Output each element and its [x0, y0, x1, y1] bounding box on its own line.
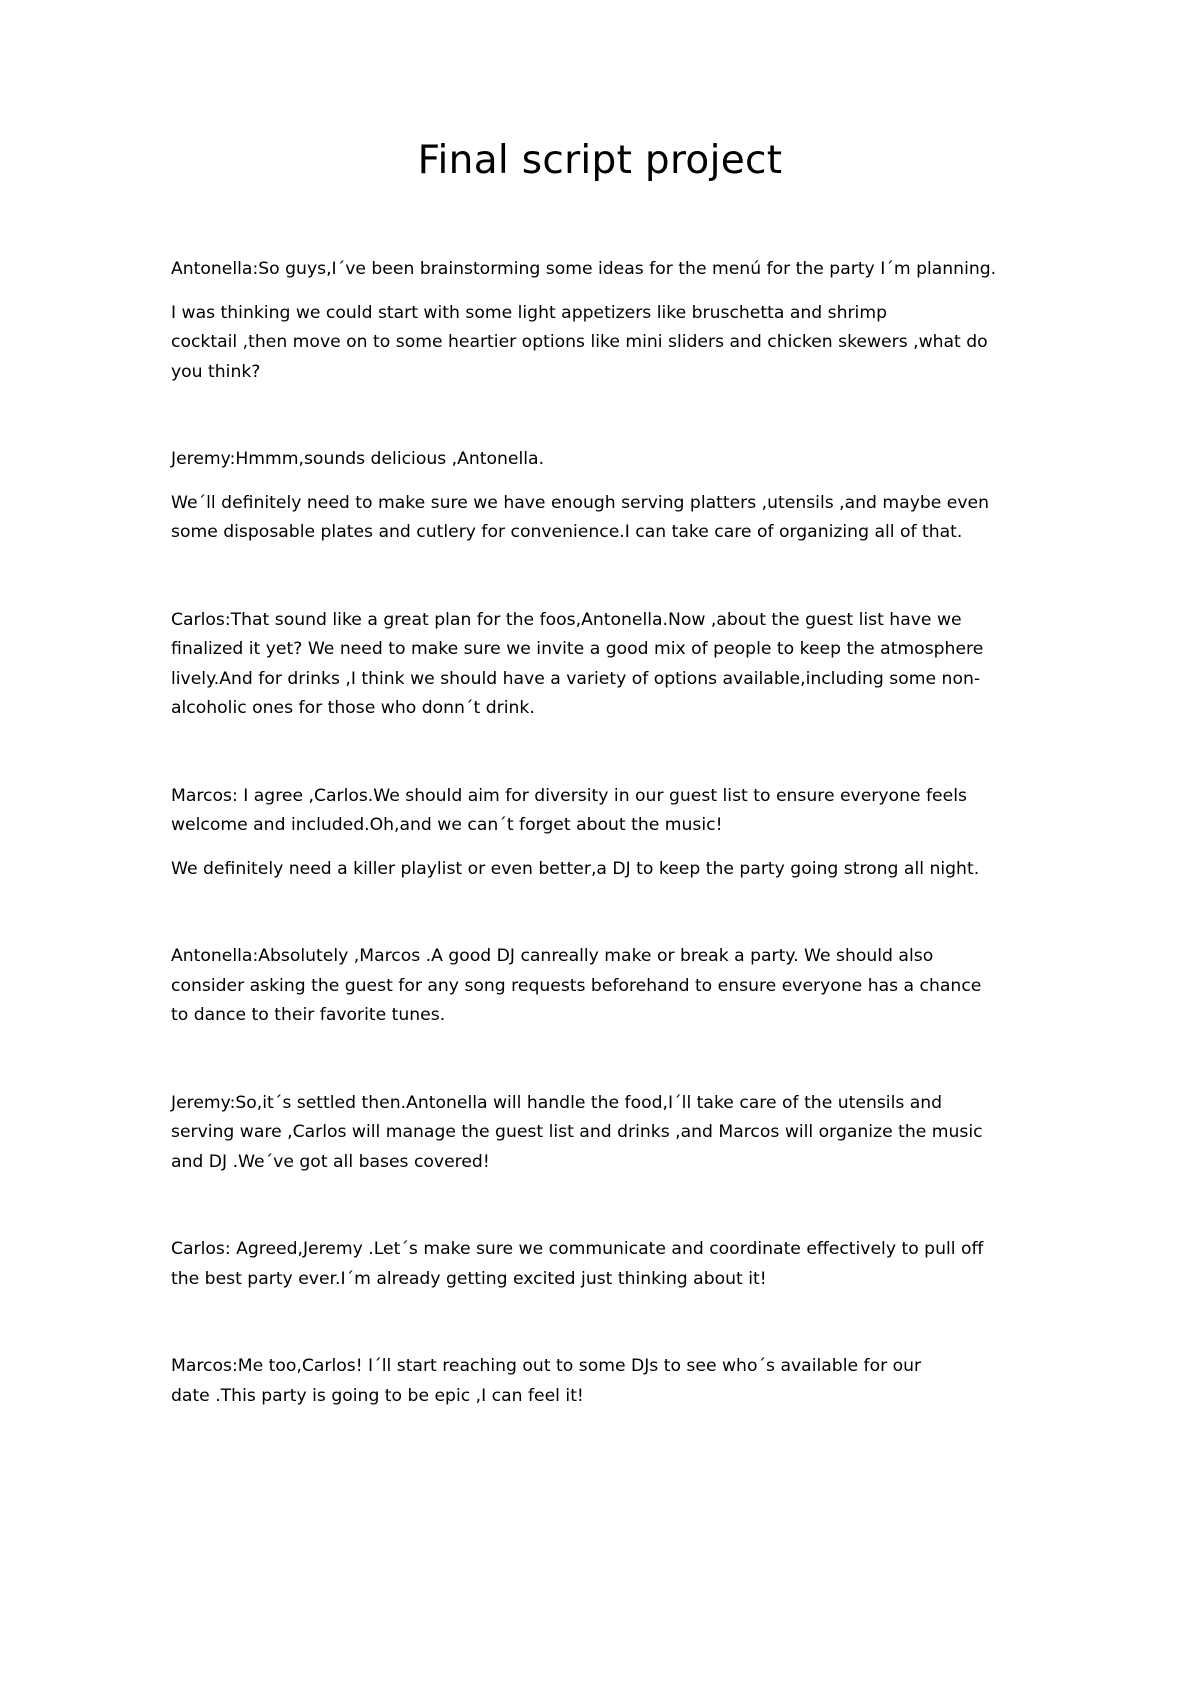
- paragraph-jeremy-3: [171, 1089, 1051, 1178]
- paragraph-marcos-1: [171, 782, 1051, 841]
- text-line: Marcos: I agree ,Carlos.We should aim for diversity in our guest list to ensure everyone feels: [171, 785, 967, 806]
- text-line: alcoholic ones for those who donn´t drink.: [171, 698, 535, 718]
- text-line: welcome and included.Oh,and we can´t forget about the music!: [171, 815, 723, 835]
- text-line: Antonella:So guys,I´ve been brainstorming some ideas for the menú for the party I´m planning.: [171, 259, 997, 279]
- text-line: Carlos:That sound like a great plan for the foos,Antonella.Now ,about the guest list have we: [171, 609, 962, 630]
- paragraph-antonella-1: [171, 255, 1051, 285]
- text-line: to dance to their favorite tunes.: [171, 1005, 446, 1025]
- text-line: lively.And for drinks ,I think we should have a variety of options available,including some non-: [171, 668, 981, 689]
- text-line: and DJ .We´ve got all bases covered!: [171, 1151, 490, 1172]
- paragraph-antonella-3: [171, 942, 1051, 1031]
- paragraph-marcos-2: [171, 855, 1051, 885]
- text-line: cocktail ,then move on to some heartier options like mini sliders and chicken skewers ,what do: [171, 332, 988, 352]
- text-line: finalized it yet? We need to make sure we invite a good mix of people to keep the atmosphere: [171, 639, 984, 659]
- text-line: Marcos:Me too,Carlos! I´ll start reaching out to some DJs to see who´s available for our: [171, 1356, 922, 1376]
- text-line: We´ll definitely need to make sure we have enough serving platters ,utensils ,and maybe even: [171, 492, 990, 513]
- text-line: date .This party is going to be epic ,I can feel it!: [171, 1385, 584, 1406]
- document-title: Final script project: [417, 138, 783, 183]
- paragraph-jeremy-1: [171, 445, 1051, 475]
- paragraph-jeremy-2: [171, 489, 1051, 548]
- text-line: the best party ever.I´m already getting excited just thinking about it!: [171, 1268, 767, 1289]
- paragraph-carlos-1: [171, 606, 1051, 724]
- paragraph-marcos-3: [171, 1352, 1051, 1411]
- text-line: We definitely need a killer playlist or even better,a DJ to keep the party going strong all night.: [171, 858, 980, 879]
- paragraph-antonella-2: [171, 299, 1051, 388]
- text-line: Carlos: Agreed,Jeremy .Let´s make sure we communicate and coordinate effectively to pull off: [171, 1239, 984, 1259]
- text-line: I was thinking we could start with some light appetizers like bruschetta and shrimp: [171, 302, 887, 323]
- text-line: some disposable plates and cutlery for convenience.I can take care of organizing all of that.: [171, 522, 963, 542]
- text-line: Jeremy:Hmmm,sounds delicious ,Antonella.: [171, 449, 545, 469]
- text-line: Jeremy:So,it´s settled then.Antonella will handle the food,I´ll take care of the utensils and: [171, 1092, 943, 1113]
- text-line: consider asking the guest for any song requests beforehand to ensure everyone has a chance: [171, 975, 982, 996]
- text-line: Antonella:Absolutely ,Marcos .A good DJ canreally make or break a party. We should also: [171, 946, 934, 966]
- text-line: serving ware ,Carlos will manage the guest list and drinks ,and Marcos will organize the music: [171, 1122, 983, 1142]
- document-body: [171, 255, 1051, 1411]
- paragraph-carlos-2: [171, 1235, 1051, 1294]
- text-line: you think?: [171, 361, 261, 382]
